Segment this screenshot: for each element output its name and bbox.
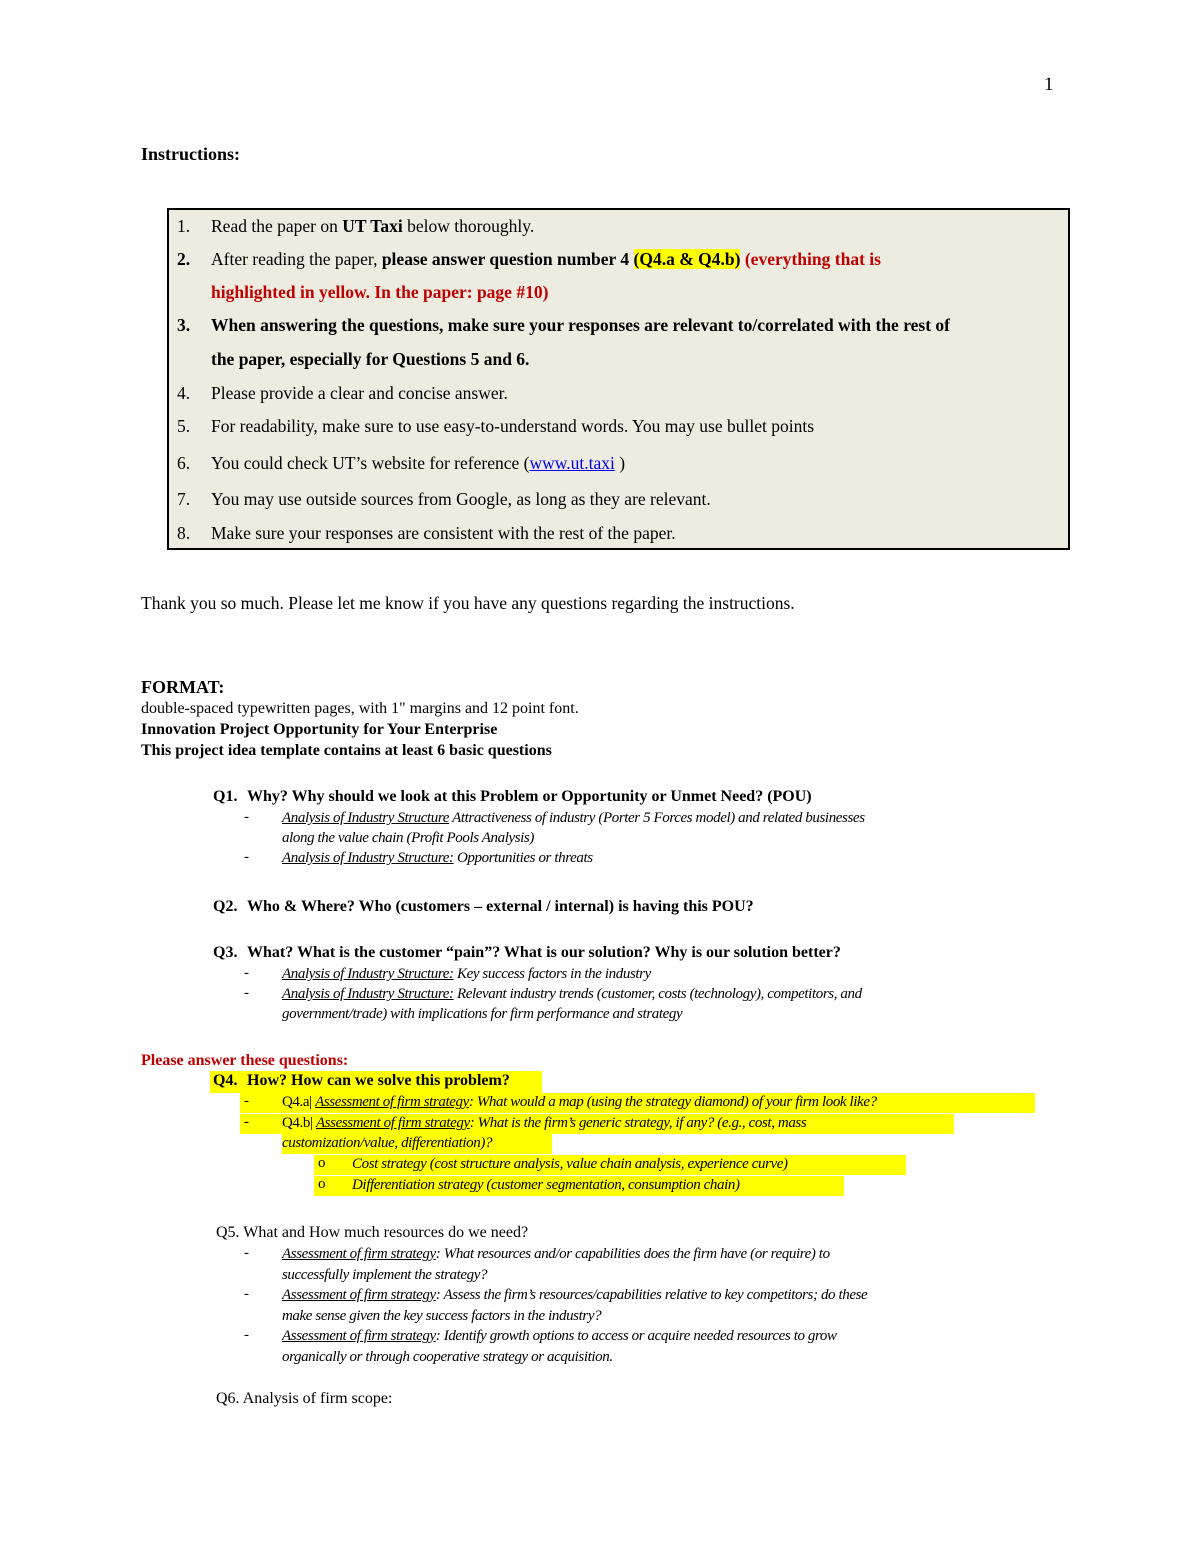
page-number: 1 [1044, 74, 1054, 95]
q5-bullet-1-cont: successfully implement the strategy? [282, 1267, 488, 1283]
q4-text: How? How can we solve this problem? [247, 1072, 510, 1089]
q5-bullet-1: Assessment of firm strategy: What resources and/or capabilities does the firm have (or require) to [282, 1246, 830, 1262]
q3-bullet-1: Analysis of Industry Structure: Key success factors in the industry [282, 966, 651, 982]
q3-bullet-2-cont: government/trade) with implications for firm performance and strategy [282, 1006, 683, 1022]
highlighted-text: (Q4.a & Q4.b) [633, 249, 741, 269]
item-text: ) [614, 453, 626, 473]
bullet-dash: - [244, 1327, 249, 1343]
q3-bullet-2: Analysis of Industry Structure: Relevant industry trends (customer, costs (technology), competitors, and [282, 986, 862, 1002]
q1-bullet-1: Analysis of Industry Structure Attractiveness of industry (Porter 5 Forces model) and related businesses [282, 810, 865, 826]
project-subtitle: This project idea template contains at least 6 basic questions [141, 742, 552, 759]
item-text: Read the paper on [211, 216, 343, 236]
format-line: double-spaced typewritten pages, with 1" margins and 12 point font. [141, 700, 579, 717]
item-number: 4. [177, 383, 191, 403]
circle-bullet: o [318, 1176, 326, 1192]
q3-text: What? What is the customer “pain”? What is our solution? Why is our solution better? [247, 944, 841, 961]
item-text: You may use outside sources from Google, as long as they are relevant. [211, 489, 711, 509]
item-bold-text: UT Taxi [342, 216, 403, 236]
item-text: Please provide a clear and concise answer. [211, 383, 508, 403]
bullet-dash: - [244, 1245, 249, 1261]
q6-text: Q6. Analysis of firm scope: [216, 1390, 393, 1407]
q5-bullet-3-cont: organically or through cooperative strategy or acquisition. [282, 1349, 613, 1365]
project-title: Innovation Project Opportunity for Your Enterprise [141, 721, 498, 738]
item-text: Make sure your responses are consistent with the rest of the paper. [211, 523, 676, 543]
bullet-dash: - [244, 1286, 249, 1302]
bullet-dash: - [244, 849, 249, 865]
item-number: 1. [177, 216, 191, 236]
q4-sub-bullet-1: Cost strategy (cost structure analysis, value chain analysis, experience curve) [352, 1156, 788, 1172]
item-text: For readability, make sure to use easy-to-understand words. You may use bullet points [211, 416, 814, 436]
q4b-bullet: Q4.b| Assessment of firm strategy: What is the firm’s generic strategy, if any? (e.g., cost, mass [282, 1115, 807, 1131]
q1-bullet-2: Analysis of Industry Structure: Opportunities or threats [282, 850, 593, 866]
q5-bullet-3: Assessment of firm strategy: Identify growth options to access or acquire needed resources to grow [282, 1328, 837, 1344]
instructions-box [167, 208, 1070, 550]
q1-label: Q1. [213, 788, 238, 805]
q1-bullet-1-cont: along the value chain (Profit Pools Analysis) [282, 830, 534, 846]
item-number: 3. [177, 315, 191, 335]
bullet-dash: - [244, 965, 249, 981]
q5-text: Q5. What and How much resources do we need? [216, 1224, 529, 1241]
q1-text: Why? Why should we look at this Problem or Opportunity or Unmet Need? (POU) [247, 788, 812, 805]
q2-label: Q2. [213, 898, 238, 915]
item-text: After reading the paper, [211, 249, 382, 269]
format-heading: FORMAT: [141, 677, 225, 697]
q2-text: Who & Where? Who (customers – external / internal) is having this POU? [247, 898, 754, 915]
red-text: highlighted in yellow. In the paper: page #10) [211, 282, 549, 302]
item-bold-text: please answer question number 4 [381, 249, 634, 269]
item-number: 6. [177, 453, 191, 473]
item-bold-text: the paper, especially for Questions 5 and 6. [211, 349, 530, 369]
q4-label: Q4. [213, 1072, 238, 1089]
q4-sub-bullet-2: Differentiation strategy (customer segmentation, consumption chain) [352, 1177, 740, 1193]
q5-bullet-2-cont: make sense given the key success factors in the industry? [282, 1308, 602, 1324]
bullet-dash: - [244, 1093, 249, 1109]
item-number: 8. [177, 523, 191, 543]
q5-bullet-2: Assessment of firm strategy: Assess the firm’s resources/capabilities relative to key competitors; do these [282, 1287, 868, 1303]
q3-label: Q3. [213, 944, 238, 961]
item-bold-text: When answering the questions, make sure your responses are relevant to/correlated with the rest of [211, 315, 951, 335]
bullet-dash: - [244, 985, 249, 1001]
bullet-dash: - [244, 1114, 249, 1130]
bullet-dash: - [244, 809, 249, 825]
q4a-bullet: Q4.a| Assessment of firm strategy: What would a map (using the strategy diamond) of your firm look like? [282, 1094, 877, 1110]
please-answer-heading: Please answer these questions: [141, 1052, 349, 1069]
item-text: below thoroughly. [402, 216, 535, 236]
red-text: (everything that is [740, 249, 881, 269]
instructions-heading: Instructions: [141, 144, 241, 164]
thanks-note: Thank you so much. Please let me know if you have any questions regarding the instructions. [141, 593, 795, 613]
circle-bullet: o [318, 1155, 326, 1171]
q4b-bullet-cont: customization/value, differentiation)? [282, 1135, 493, 1151]
item-number: 5. [177, 416, 191, 436]
item-number: 7. [177, 489, 191, 509]
website-link[interactable]: www.ut.taxi [529, 453, 615, 473]
item-number: 2. [177, 249, 191, 269]
item-text: You could check UT’s website for reference ( [211, 453, 530, 473]
